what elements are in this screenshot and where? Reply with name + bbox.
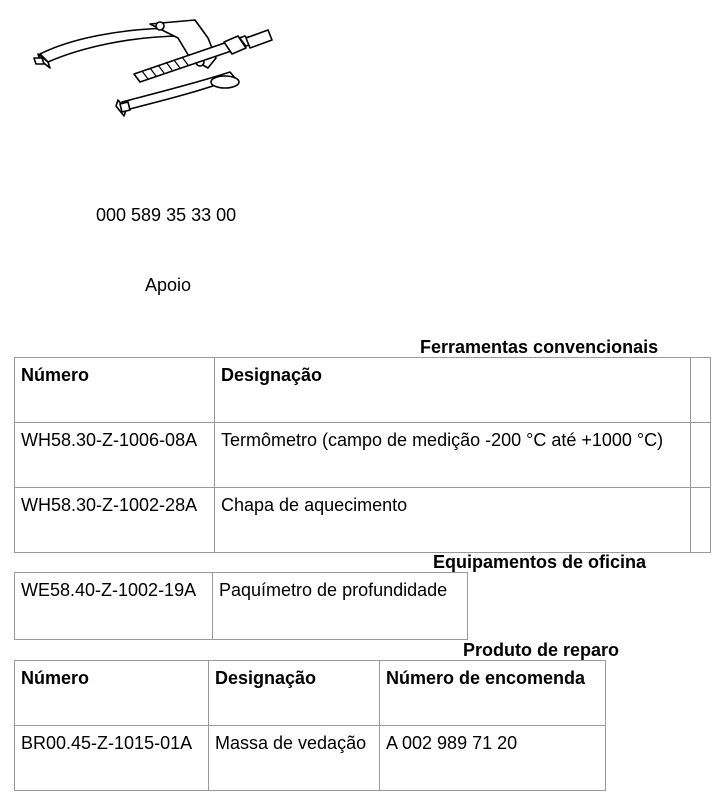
table-row <box>15 573 468 640</box>
product-order-number-cell: A 002 989 71 20 <box>380 726 606 791</box>
puller-tool-illustration <box>30 14 275 124</box>
column-header-number: Número <box>15 358 215 423</box>
equipment-designation-cell: Paquímetro de profundidade <box>213 573 468 640</box>
repair-products-table <box>14 660 606 791</box>
table-row <box>15 488 711 553</box>
column-header-order-number: Número de encomenda <box>380 661 606 726</box>
tool-number-cell: WH58.30-Z-1006-08A <box>15 423 215 488</box>
workshop-equipment-table <box>14 572 468 640</box>
table-row <box>15 726 606 791</box>
product-designation-cell: Massa de vedação <box>209 726 380 791</box>
table-row <box>15 423 711 488</box>
empty-cell <box>691 358 711 423</box>
table-header-row <box>15 358 711 423</box>
empty-cell <box>691 488 711 553</box>
conventional-tools-title: Ferramentas convencionais <box>420 337 659 357</box>
tool-number-cell: WH58.30-Z-1002-28A <box>15 488 215 553</box>
tool-designation-cell: Termômetro (campo de medição -200 °C até +1000 °C) <box>215 423 691 488</box>
part-caption: Apoio <box>145 275 192 295</box>
tool-designation-cell: Chapa de aquecimento <box>215 488 691 553</box>
empty-cell <box>691 423 711 488</box>
column-header-designation: Designação <box>209 661 380 726</box>
part-number: 000 589 35 33 00 <box>96 205 237 225</box>
column-header-number: Número <box>15 661 209 726</box>
column-header-designation: Designação <box>215 358 691 423</box>
equipment-number-cell: WE58.40-Z-1002-19A <box>15 573 213 640</box>
conventional-tools-table <box>14 357 711 553</box>
workshop-equipment-title: Equipamentos de oficina <box>433 552 647 572</box>
table-header-row <box>15 661 606 726</box>
repair-products-title: Produto de reparo <box>463 640 620 660</box>
product-number-cell: BR00.45-Z-1015-01A <box>15 726 209 791</box>
